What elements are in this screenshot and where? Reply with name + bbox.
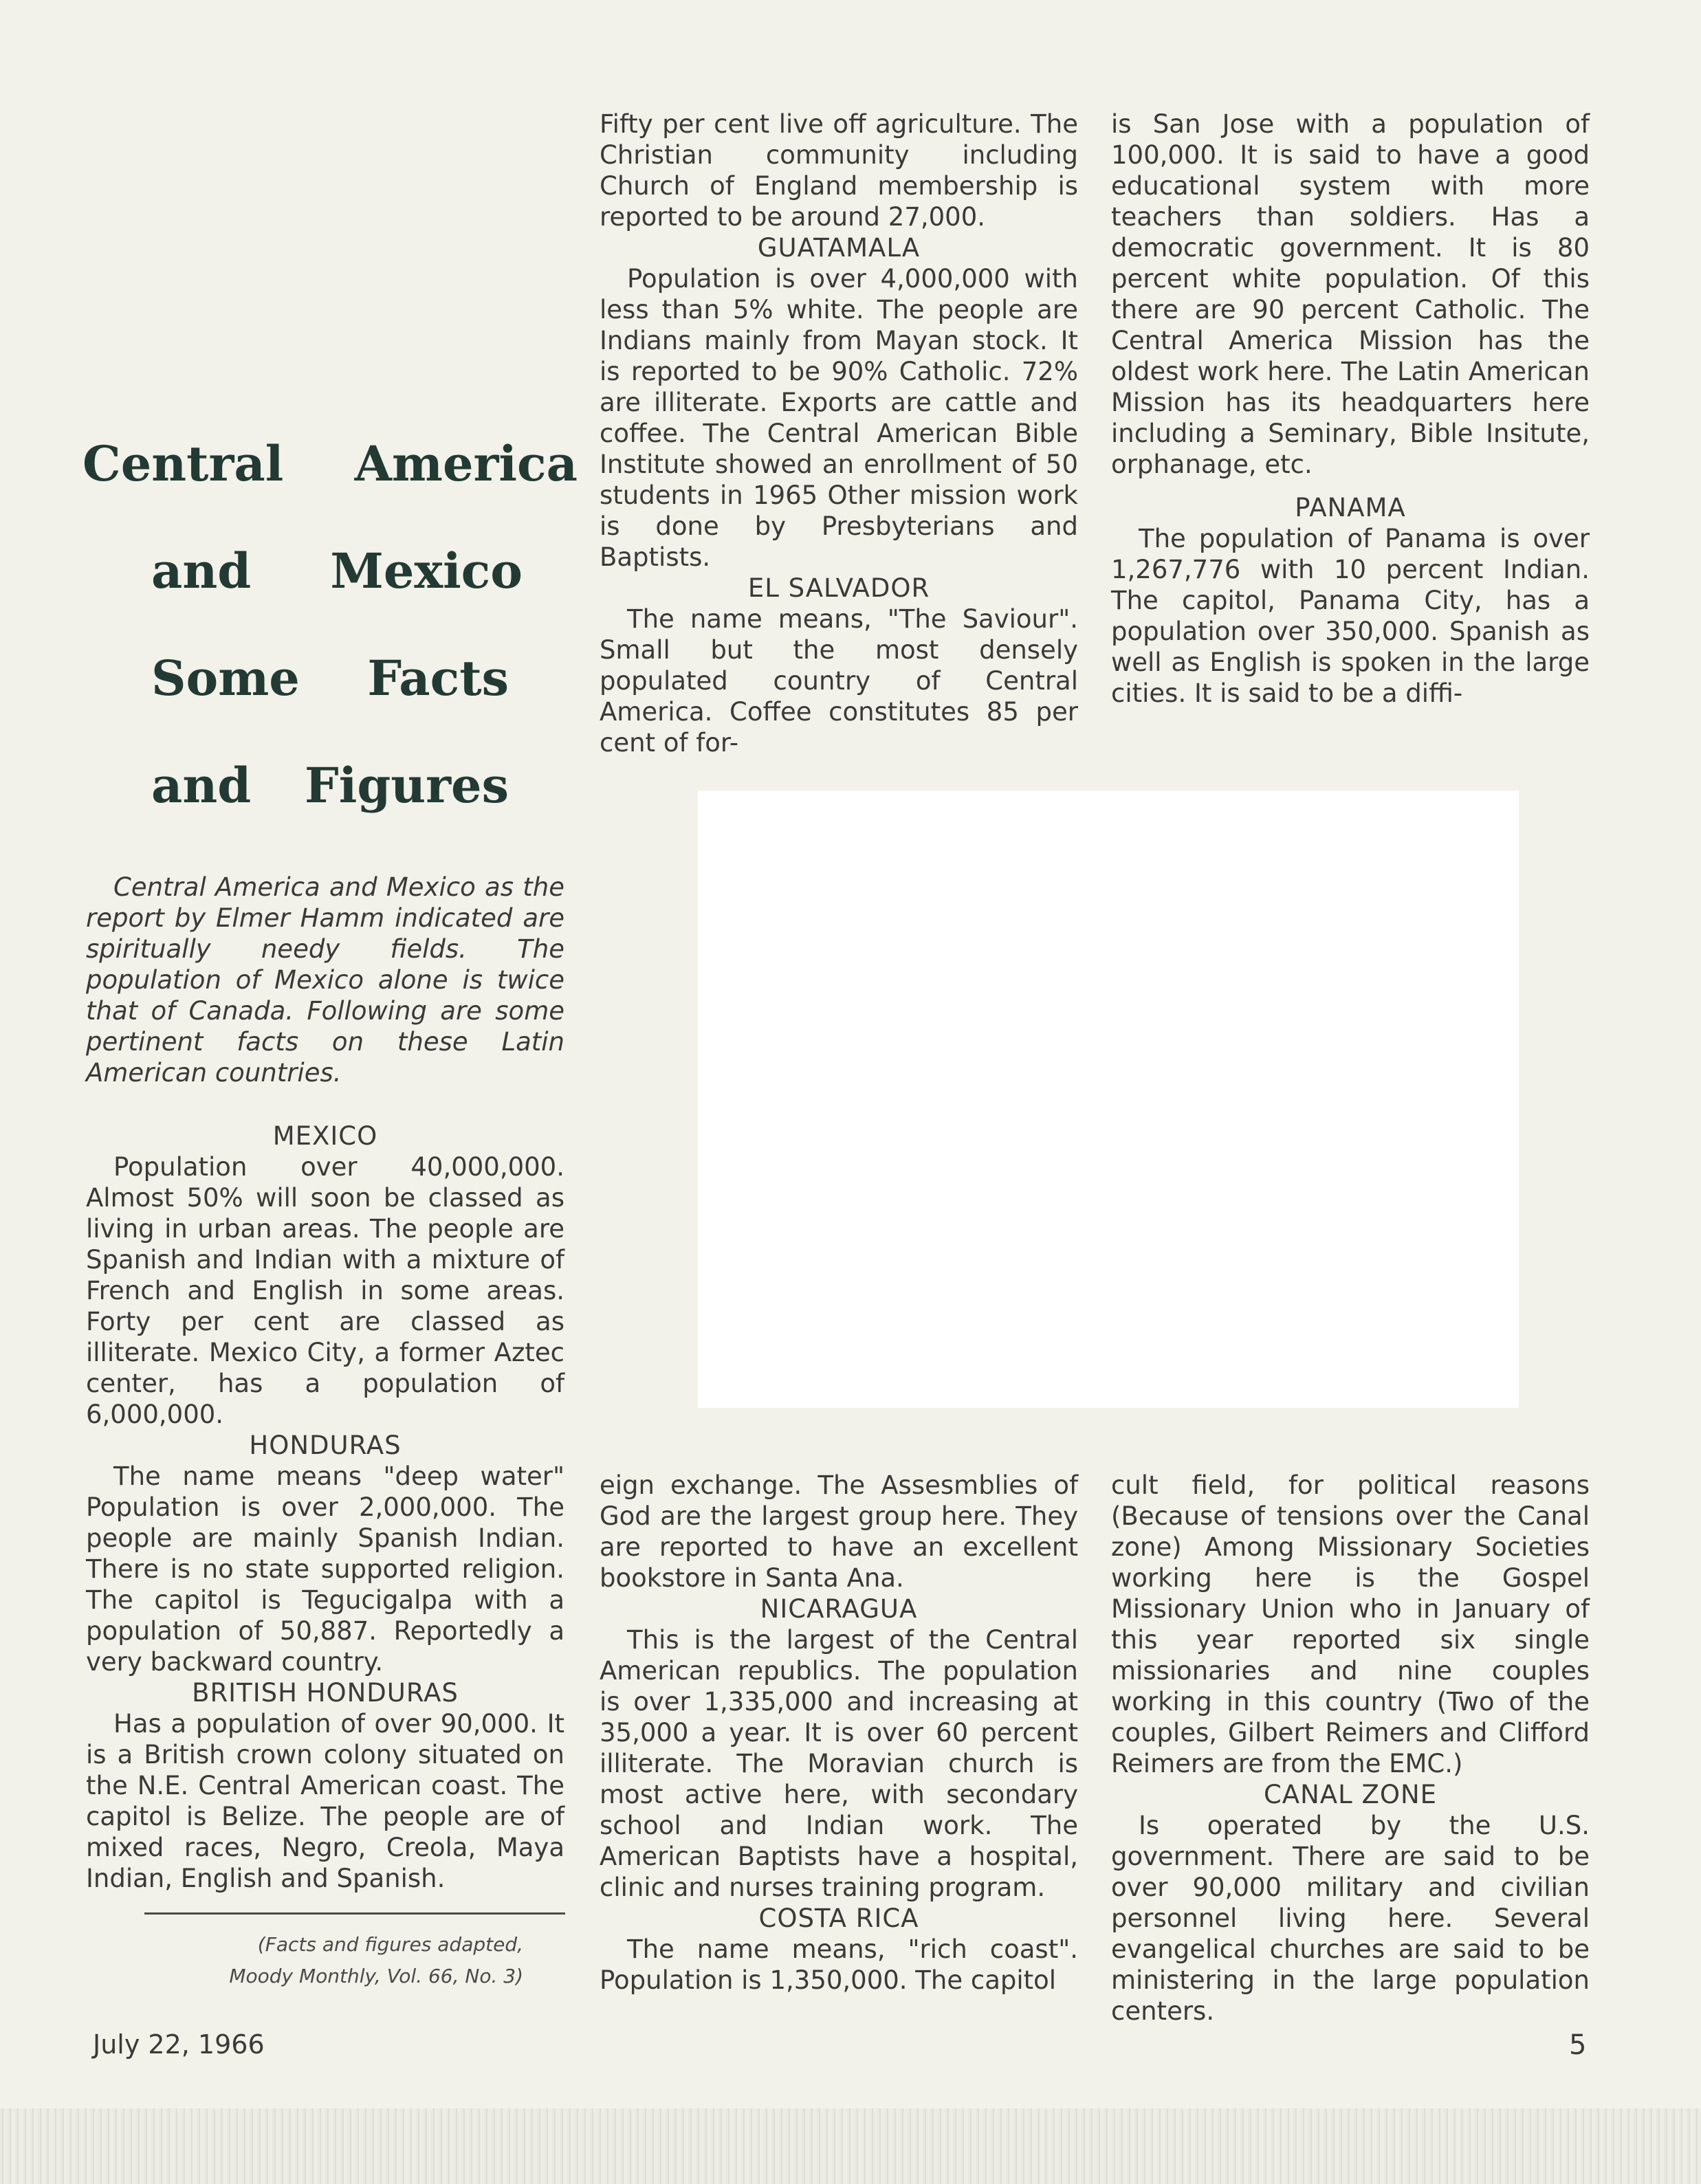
title-line-4 <box>83 757 578 869</box>
continuation-text: is San Jose with a population of 100,000. It is said to have a good educational system with more teachers than soldiers. Has a democratic government. It is 80 percent white population. Of this there are 90 percent Catholic. The Central America Mission has the oldest work here. The Latin American Mission has its headquarters here including a Seminary, Bible Insitute, orphanage, etc. <box>1111 109 1590 479</box>
section-heading-mexico: MEXICO <box>272 1121 378 1151</box>
section-text-guatamala: Population is over 4,000,000 with less than 5% white. The people are Indians mainly from Mayan stock. It is reported to be 90% Catholic. 72% are illiterate. Exports are cattle and coffee. The Central American Bible Institute showed an enrollment of 50 students in 1965 Other mission work is done by Presbyterians and Baptists. <box>600 264 1078 572</box>
section-text-nicaragua: This is the largest of the Central American republics. The population is over 1,335,000 and increasing at 35,000 a year. It is over 60 percent illiterate. The Moravian church is most active here, with secondary school and Indian work. The American Baptists have a hospital, clinic and nurses training program. <box>600 1625 1078 1902</box>
title-word: America <box>354 435 578 492</box>
section-heading-canal-zone: CANAL ZONE <box>1263 1780 1438 1809</box>
section-heading-el-salvador: EL SALVADOR <box>747 573 930 603</box>
column-left <box>86 1121 564 1894</box>
source-line-1: (Facts and figures adapted, <box>257 1933 523 1956</box>
column-right-top <box>1111 109 1590 709</box>
intro-paragraph <box>86 872 564 1088</box>
continuation-text: Fifty per cent live off agriculture. The Christian community including Church of England membership is reported to be around 27,000. <box>600 109 1078 232</box>
title-word: and <box>151 757 252 814</box>
column-right-bottom <box>1111 1470 1590 2027</box>
section-heading-guatamala: GUATAMALA <box>757 233 921 263</box>
page-number: 5 <box>1569 2029 1587 2061</box>
section-text-honduras: The name means "deep water" Population is over 2,000,000. The people are mainly Spanish Indian. There is no state supported religion. The capitol is Tegucigalpa with a population of 50,887. Reportedly a very backward country. <box>86 1461 564 1677</box>
divider <box>144 1912 565 1915</box>
title-line-2 <box>83 542 578 654</box>
column-middle-bottom <box>600 1470 1078 1996</box>
title-word: Mexico <box>330 542 523 599</box>
section-text-canal-zone: Is operated by the U.S. government. There are said to be over 90,000 military and civilian personnel living here. Several evangelical churches are said to be ministering in the large population centers. <box>1111 1811 1590 2026</box>
section-heading-british-honduras: BRITISH HONDURAS <box>192 1678 459 1708</box>
source-line-2: Moody Monthly, Vol. 66, No. 3) <box>229 1965 523 1987</box>
page-edge-texture <box>0 2108 1701 2184</box>
section-text-costa-rica: The name means, "rich coast". Population is 1,350,000. The capitol <box>600 1934 1078 1995</box>
section-text-mexico: Population over 40,000,000. Almost 50% will soon be classed as living in urban areas. The people are Spanish and Indian with a mixture of French and English in some areas. Forty per cent are classed as illiterate. Mexico City, a former Aztec center, has a population of 6,000,000. <box>86 1152 564 1429</box>
title-word: Figures <box>305 757 509 814</box>
title-word: Some <box>151 650 300 707</box>
section-text-el-salvador: The name means, "The Saviour". Small but the most densely populated country of Central America. Coffee constitutes 85 per cent of for- <box>600 604 1078 758</box>
section-heading-costa-rica: COSTA RICA <box>758 1904 919 1933</box>
section-heading-panama: PANAMA <box>1295 493 1406 522</box>
title-word: Central <box>83 435 284 492</box>
title-word: and <box>151 542 252 599</box>
photo-placeholder <box>698 791 1519 1408</box>
section-text-panama: The population of Panama is over 1,267,776 with 10 percent Indian. The capitol, Panama City, has a population over 350,000. Spanish as well as English is spoken in the large cities. It is said to be a diffi- <box>1111 524 1590 708</box>
section-text-british-honduras: Has a population of over 90,000. It is a British crown colony situated on the N.E. Central American coast. The capitol is Belize. The people are of mixed races, Negro, Creola, Maya Indian, English and Spanish. <box>86 1709 564 1893</box>
title-line-3 <box>83 650 578 762</box>
issue-date: July 22, 1966 <box>93 2029 265 2060</box>
intro-text: Central America and Mexico as the report by Elmer Hamm indicated are spiritually needy fields. The population of Mexico alone is twice that of Canada. Following are some pertinent facts on these Latin American countries. <box>86 872 564 1088</box>
article-title <box>83 435 578 869</box>
title-line-1 <box>83 435 578 547</box>
section-heading-honduras: HONDURAS <box>249 1431 402 1460</box>
continuation-text: cult field, for political reasons (Because of tensions over the Canal zone) Among Missionary Societies working here is the Gospel Missionary Union who in January of this year reported six single missionaries and nine couples working in this country (Two of the couples, Gilbert Reimers and Clifford Reimers are from the EMC.) <box>1111 1470 1590 1778</box>
column-middle-top <box>600 109 1078 758</box>
title-word: Facts <box>367 650 509 707</box>
continuation-text: eign exchange. The Assesmblies of God are the largest group here. They are reported to have an excellent bookstore in Santa Ana. <box>600 1470 1078 1593</box>
source-note <box>86 1929 564 1992</box>
section-heading-nicaragua: NICARAGUA <box>760 1594 918 1624</box>
